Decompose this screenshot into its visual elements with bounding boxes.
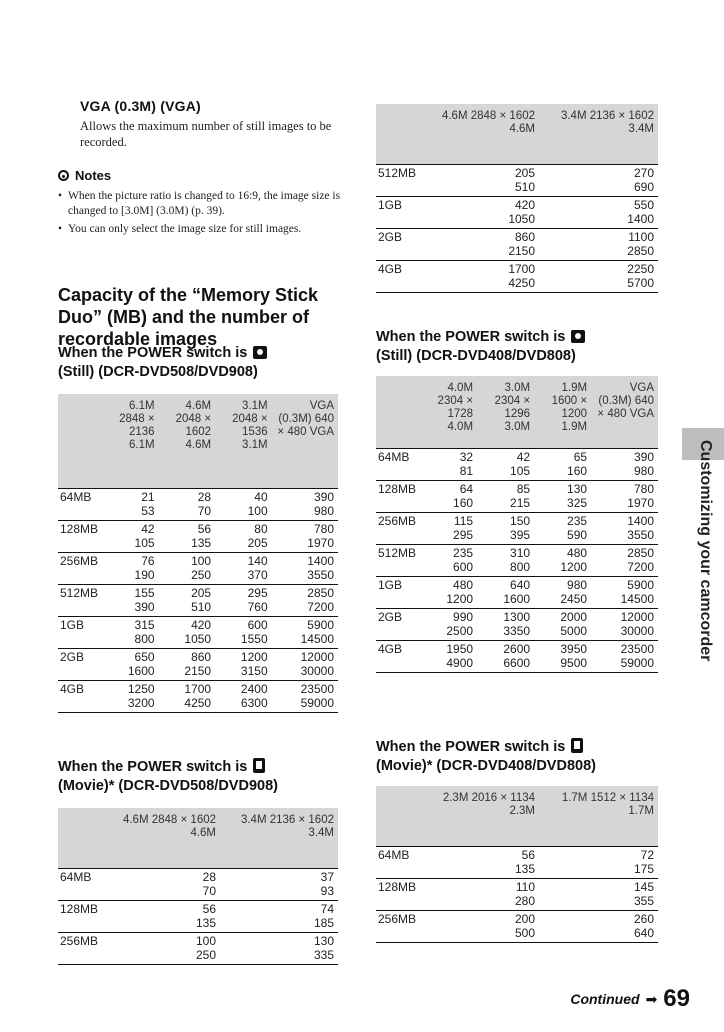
- table-cell: 105: [102, 536, 159, 553]
- table-cell: 3550: [591, 528, 658, 545]
- col-header: 4.6M 2048 × 1602 4.6M: [159, 394, 216, 489]
- table-cell: 690: [539, 180, 658, 197]
- notes-icon: [58, 170, 69, 181]
- capacity-label: 1GB: [60, 618, 85, 632]
- table-cell: 1050: [159, 632, 216, 649]
- table-cell: 335: [220, 948, 338, 965]
- table-row: [376, 911, 658, 927]
- table-row: [58, 901, 338, 917]
- capacity-label: 512MB: [60, 586, 99, 600]
- table-cell: 395: [477, 528, 534, 545]
- table-cell: 12000: [620, 610, 654, 624]
- table-cell: 40: [254, 490, 268, 504]
- table-cell: 23500: [620, 642, 654, 656]
- table-row: [376, 656, 658, 673]
- table-cell: 2600: [503, 642, 531, 656]
- col-header: VGA (0.3M) 640 × 480 VGA: [272, 394, 338, 489]
- table-cell: 295: [420, 528, 477, 545]
- table-row: [376, 862, 658, 879]
- table-row: [376, 165, 658, 181]
- table-cell: 480: [567, 546, 588, 560]
- section-title: When the POWER switch is: [376, 329, 566, 345]
- table-cell: 56: [202, 902, 217, 916]
- table-cell: 30000: [272, 664, 338, 681]
- table-cell: 100: [195, 934, 217, 948]
- table-cell: 1400: [307, 554, 334, 568]
- capacity-label: 2GB: [60, 650, 85, 664]
- capacity-label: 64MB: [60, 870, 92, 884]
- table-cell: 12000: [300, 650, 334, 664]
- table-cell: 370: [215, 568, 272, 585]
- table-cell: 250: [102, 948, 220, 965]
- table-cell: 190: [102, 568, 159, 585]
- table-cell: 56: [521, 848, 536, 862]
- table-row: [58, 600, 338, 617]
- table-cell: 2850: [307, 586, 334, 600]
- table-cell: 1700: [508, 262, 536, 276]
- notes-section: [58, 168, 342, 240]
- section-title: When the POWER switch is: [58, 759, 248, 775]
- table-cell: 235: [453, 546, 474, 560]
- capacity-label: 1GB: [378, 198, 403, 212]
- table-row: [376, 560, 658, 577]
- table-cell: 1700: [184, 682, 212, 696]
- page-number: 69: [663, 985, 690, 1012]
- table-cell: 315: [134, 618, 155, 632]
- table-row: [58, 884, 338, 901]
- table-cell: 4250: [159, 696, 216, 713]
- table-cell: 480: [453, 578, 474, 592]
- table-cell: 5700: [539, 276, 658, 293]
- table-cell: 100: [215, 504, 272, 521]
- capacity-label: 64MB: [378, 848, 410, 862]
- col-header: 6.1M 2848 × 2136 6.1M: [102, 394, 159, 489]
- section-subtitle: (Movie)* (DCR-DVD508/DVD908): [58, 778, 278, 794]
- table-cell: 205: [215, 536, 272, 553]
- table-cell: 420: [191, 618, 212, 632]
- table-row: [58, 916, 338, 933]
- table-cell: 7200: [272, 600, 338, 617]
- capacity-heading: Capacity of the “Memory Stick Duo” (MB) and the number of recordable images: [58, 285, 319, 349]
- table-cell: 980: [567, 578, 588, 592]
- table-cell: 72: [640, 848, 654, 862]
- table-cell: 175: [539, 862, 658, 879]
- table-row: [376, 624, 658, 641]
- table-cell: 780: [313, 522, 334, 536]
- table-cell: 235: [567, 514, 588, 528]
- table-row: [58, 521, 338, 537]
- capacity-label: 128MB: [60, 902, 99, 916]
- table-cell: 420: [514, 198, 536, 212]
- capacity-label: 128MB: [60, 522, 99, 536]
- table-cell: 4250: [420, 276, 539, 293]
- table-cell: 23500: [300, 682, 334, 696]
- table-row: [58, 681, 338, 697]
- table-cell: 355: [539, 894, 658, 911]
- table-cell: 1250: [127, 682, 155, 696]
- table-cell: 510: [159, 600, 216, 617]
- table-cell: 76: [141, 554, 155, 568]
- capacity-label: 256MB: [378, 514, 417, 528]
- capacity-label: 256MB: [378, 912, 417, 926]
- table-cell: 3150: [215, 664, 272, 681]
- table-cell: 1200: [240, 650, 268, 664]
- table-cell: 760: [215, 600, 272, 617]
- vga-option: [80, 98, 338, 150]
- table-cell: 600: [247, 618, 268, 632]
- table-cell: 56: [197, 522, 212, 536]
- capacity-label: 128MB: [378, 880, 417, 894]
- table-cell: 325: [534, 496, 591, 513]
- table-cell: 500: [420, 926, 539, 943]
- table-cell: 115: [453, 514, 474, 528]
- table-cell: 140: [247, 554, 268, 568]
- table-cell: 860: [514, 230, 536, 244]
- chapter-side-label: Customizing your camcorder: [697, 440, 714, 662]
- table-row: [376, 464, 658, 481]
- table-cell: 270: [633, 166, 654, 180]
- section-title: When the POWER switch is: [376, 739, 566, 755]
- table-cell: 70: [102, 884, 220, 901]
- col-header: 2.3M 2016 × 1134 2.3M: [420, 786, 539, 847]
- vga-title: VGA (0.3M) (VGA): [80, 98, 201, 114]
- capacity-table-movie-508-cont: [376, 104, 658, 293]
- table-cell: 1600: [477, 592, 534, 609]
- notes-heading: Notes: [75, 168, 112, 183]
- table-cell: 1200: [420, 592, 477, 609]
- table-cell: 3350: [477, 624, 534, 641]
- table-row: [58, 489, 338, 505]
- table-row: [376, 244, 658, 261]
- table-cell: 42: [516, 450, 531, 464]
- table-cell: 2450: [534, 592, 591, 609]
- table-cell: 6300: [215, 696, 272, 713]
- capacity-label: 64MB: [60, 490, 92, 504]
- table-row: [58, 585, 338, 601]
- col-header: 4.0M 2304 × 1728 4.0M: [420, 376, 477, 449]
- table-cell: 5900: [307, 618, 334, 632]
- table-cell: 2400: [240, 682, 268, 696]
- movie-mode-icon: [253, 758, 265, 773]
- col-header: 3.1M 2048 × 1536 3.1M: [215, 394, 272, 489]
- capacity-table-movie-508: [58, 808, 338, 965]
- section-subtitle: (Movie)* (DCR-DVD408/DVD808): [376, 758, 596, 774]
- table-cell: 7200: [591, 560, 658, 577]
- table-cell: 310: [510, 546, 531, 560]
- table-row: [376, 481, 658, 497]
- col-header: 3.0M 2304 × 1296 3.0M: [477, 376, 534, 449]
- table-row: [58, 568, 338, 585]
- capacity-label: 256MB: [60, 934, 99, 948]
- table-cell: 85: [516, 482, 531, 496]
- table-row: [376, 513, 658, 529]
- table-cell: 21: [141, 490, 155, 504]
- table-cell: 105: [477, 464, 534, 481]
- table-cell: 74: [320, 902, 334, 916]
- col-header: 4.6M 2848 × 1602 4.6M: [102, 808, 220, 869]
- table-cell: 145: [633, 880, 654, 894]
- table-cell: 800: [477, 560, 534, 577]
- table-cell: 510: [420, 180, 539, 197]
- col-header: 4.6M 2848 × 1602 4.6M: [420, 104, 539, 165]
- table-cell: 30000: [591, 624, 658, 641]
- table-cell: 205: [514, 166, 536, 180]
- table-row: [58, 536, 338, 553]
- table-cell: 80: [254, 522, 268, 536]
- table-row: [376, 197, 658, 213]
- arrow-right-icon: ➡: [645, 990, 658, 1007]
- table-cell: 135: [159, 536, 216, 553]
- table-cell: 2500: [420, 624, 477, 641]
- table-cell: 1400: [539, 212, 658, 229]
- table-cell: 1050: [420, 212, 539, 229]
- table-row: [376, 528, 658, 545]
- capacity-label: 4GB: [60, 682, 85, 696]
- table-cell: 2850: [627, 546, 654, 560]
- table-row: [376, 592, 658, 609]
- capacity-table-movie-408: [376, 786, 658, 943]
- table-cell: 390: [102, 600, 159, 617]
- table-cell: 1550: [215, 632, 272, 649]
- capacity-table-still-508: [58, 394, 338, 713]
- table-cell: 6600: [477, 656, 534, 673]
- note-item: • When the picture ratio is changed to 16:9, the image size is changed to [3.0M] (3.0M) (p. 39).: [58, 189, 342, 219]
- capacity-label: 4GB: [378, 642, 403, 656]
- table-row: [376, 641, 658, 657]
- table-cell: 1100: [628, 230, 654, 244]
- table-cell: 81: [420, 464, 477, 481]
- col-header: 3.4M 2136 × 1602 3.4M: [220, 808, 338, 869]
- table-cell: 1600: [102, 664, 159, 681]
- table-row: [376, 212, 658, 229]
- table-row: [376, 180, 658, 197]
- table-cell: 59000: [272, 696, 338, 713]
- table-cell: 9500: [534, 656, 591, 673]
- table-row: [58, 649, 338, 665]
- table-cell: 28: [197, 490, 212, 504]
- capacity-label: 128MB: [378, 482, 417, 496]
- table-cell: 37: [320, 870, 334, 884]
- table-cell: 980: [591, 464, 658, 481]
- col-header: 1.9M 1600 × 1200 1.9M: [534, 376, 591, 449]
- table-cell: 65: [573, 450, 588, 464]
- table-row: [376, 449, 658, 465]
- table-cell: 550: [633, 198, 654, 212]
- table-cell: 70: [159, 504, 216, 521]
- table-row: [58, 664, 338, 681]
- table-cell: 53: [102, 504, 159, 521]
- table-row: [58, 696, 338, 713]
- continued-label: Continued: [570, 991, 640, 1007]
- table-cell: 600: [420, 560, 477, 577]
- table-cell: 780: [633, 482, 654, 496]
- table-row: [376, 577, 658, 593]
- table-cell: 135: [102, 916, 220, 933]
- still-508-section: [58, 344, 338, 713]
- table-cell: 5900: [627, 578, 654, 592]
- table-cell: 2150: [420, 244, 539, 261]
- capacity-label: 2GB: [378, 610, 403, 624]
- table-cell: 93: [220, 884, 338, 901]
- table-cell: 28: [202, 870, 217, 884]
- col-header: 3.4M 2136 × 1602 3.4M: [539, 104, 658, 165]
- table-cell: 5000: [534, 624, 591, 641]
- table-row: [376, 229, 658, 245]
- table-cell: 990: [453, 610, 474, 624]
- table-cell: 2250: [627, 262, 654, 276]
- table-cell: 2150: [159, 664, 216, 681]
- table-cell: 1200: [534, 560, 591, 577]
- table-cell: 14500: [591, 592, 658, 609]
- table-row: [58, 617, 338, 633]
- table-cell: 640: [539, 926, 658, 943]
- capacity-table-still-408: [376, 376, 658, 673]
- table-cell: 390: [633, 450, 654, 464]
- table-cell: 250: [159, 568, 216, 585]
- note-item: • You can only select the image size for still images.: [58, 222, 342, 237]
- table-cell: 295: [247, 586, 268, 600]
- table-cell: 110: [515, 880, 536, 894]
- table-row: [58, 504, 338, 521]
- table-cell: 42: [141, 522, 155, 536]
- table-cell: 4900: [420, 656, 477, 673]
- movie-mode-icon: [571, 738, 583, 753]
- section-subtitle: (Still) (DCR-DVD408/DVD808): [376, 348, 576, 364]
- table-cell: 100: [191, 554, 212, 568]
- table-row: [376, 276, 658, 293]
- table-cell: 590: [534, 528, 591, 545]
- table-cell: 2000: [560, 610, 588, 624]
- table-cell: 1970: [591, 496, 658, 513]
- capacity-label: 256MB: [60, 554, 99, 568]
- table-cell: 3950: [560, 642, 588, 656]
- table-cell: 14500: [272, 632, 338, 649]
- table-row: [376, 545, 658, 561]
- table-row: [376, 261, 658, 277]
- table-cell: 1400: [627, 514, 654, 528]
- table-cell: 130: [567, 482, 588, 496]
- table-row: [376, 879, 658, 895]
- capacity-label: 64MB: [378, 450, 410, 464]
- table-cell: 390: [313, 490, 334, 504]
- table-cell: 650: [134, 650, 155, 664]
- table-cell: 1300: [503, 610, 531, 624]
- still-mode-icon: [571, 330, 585, 343]
- table-cell: 980: [272, 504, 338, 521]
- col-header: VGA (0.3M) 640 × 480 VGA: [591, 376, 658, 449]
- table-cell: 1970: [272, 536, 338, 553]
- capacity-label: 2GB: [378, 230, 403, 244]
- table-row: [376, 496, 658, 513]
- table-row: [58, 869, 338, 885]
- page-footer: [570, 985, 690, 1013]
- table-row: [58, 933, 338, 949]
- section-subtitle: (Still) (DCR-DVD508/DVD908): [58, 364, 258, 380]
- table-cell: 3550: [272, 568, 338, 585]
- table-cell: 640: [510, 578, 531, 592]
- capacity-label: 4GB: [378, 262, 403, 276]
- table-cell: 205: [191, 586, 212, 600]
- notes-list: [58, 189, 342, 237]
- table-row: [376, 847, 658, 863]
- table-cell: 64: [459, 482, 474, 496]
- movie-508-section: [58, 758, 338, 965]
- table-cell: 155: [134, 586, 155, 600]
- table-row: [58, 948, 338, 965]
- col-header: 1.7M 1512 × 1134 1.7M: [539, 786, 658, 847]
- table-cell: 160: [534, 464, 591, 481]
- table-cell: 59000: [591, 656, 658, 673]
- table-cell: 160: [420, 496, 477, 513]
- table-cell: 135: [420, 862, 539, 879]
- section-title: When the POWER switch is: [58, 345, 248, 361]
- still-408-section: [376, 328, 658, 673]
- table-row: [376, 894, 658, 911]
- table-row: [58, 632, 338, 649]
- table-cell: 1950: [446, 642, 474, 656]
- table-cell: 200: [514, 912, 536, 926]
- table-cell: 130: [313, 934, 334, 948]
- vga-description: Allows the maximum number of still images to be recorded.: [80, 119, 332, 149]
- table-cell: 3200: [102, 696, 159, 713]
- table-cell: 32: [459, 450, 474, 464]
- table-cell: 2850: [539, 244, 658, 261]
- capacity-label: 512MB: [378, 166, 417, 180]
- table-cell: 860: [191, 650, 212, 664]
- table-cell: 150: [510, 514, 531, 528]
- table-row: [376, 926, 658, 943]
- movie-508-cont-section: [376, 104, 658, 293]
- table-cell: 260: [633, 912, 654, 926]
- table-cell: 280: [420, 894, 539, 911]
- still-mode-icon: [253, 346, 267, 359]
- table-row: [376, 609, 658, 625]
- capacity-label: 1GB: [378, 578, 403, 592]
- table-cell: 215: [477, 496, 534, 513]
- capacity-label: 512MB: [378, 546, 417, 560]
- table-cell: 185: [220, 916, 338, 933]
- movie-408-section: [376, 738, 658, 943]
- table-cell: 800: [102, 632, 159, 649]
- table-row: [58, 553, 338, 569]
